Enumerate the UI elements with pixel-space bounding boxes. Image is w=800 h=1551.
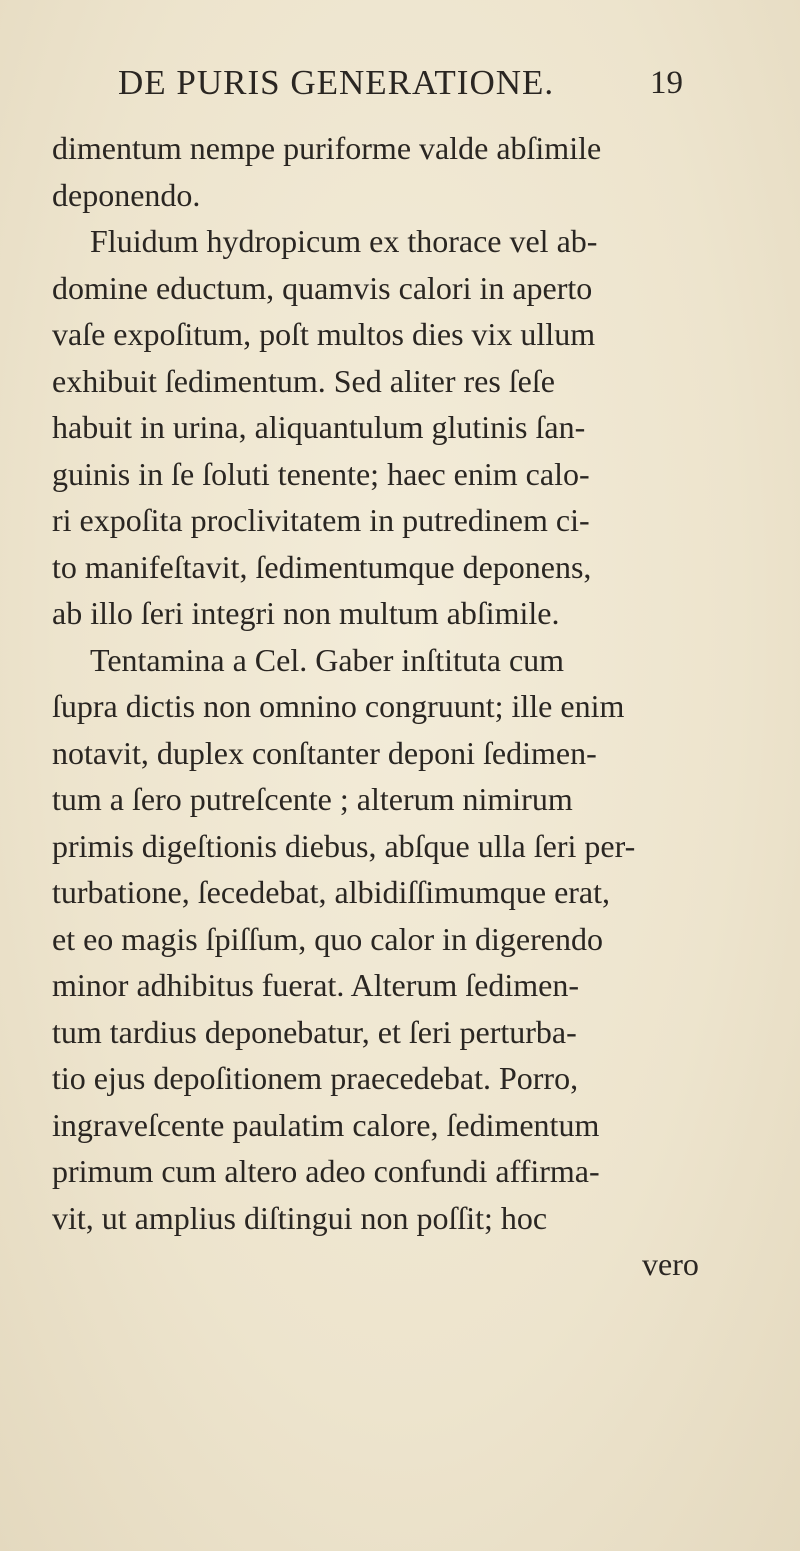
text-line: tum a ſero putreſcente ; alterum nimirum — [52, 781, 573, 817]
text-line: minor adhibitus fuerat. Alterum ſedimen- — [52, 967, 579, 1003]
text-line: Tentamina a Cel. Gaber inſtituta cum — [90, 641, 565, 678]
text-line: exhibuit ſedimentum. Sed aliter res ſeſe — [52, 362, 555, 399]
text-line: primum cum altero adeo confundi affirma- — [52, 1153, 600, 1189]
text-line: dimentum nempe puriforme valde abſimile — [52, 130, 602, 166]
text-line: habuit in urina, aliquantulum glutinis ſan- — [52, 409, 586, 445]
text-line: vaſe expoſitum, poſt multos dies vix ullum — [52, 316, 596, 352]
text-line: et eo magis ſpiſſum, quo calor in digerendo — [52, 920, 603, 957]
body-text — [52, 125, 712, 1288]
text-line: to manifeſtavit, ſedimentumque deponens, — [52, 548, 592, 585]
text-line: ſupra dictis non omnino congruunt; ille enim — [52, 688, 625, 724]
text-line: tum tardius deponebatur, et ſeri perturba- — [52, 1013, 577, 1050]
text-line: vit, ut amplius diſtingui non poſſit; hoc — [52, 1199, 548, 1236]
text-line: Fluidum hydropicum ex thorace vel ab- — [90, 223, 598, 259]
page-number: 19 — [650, 65, 683, 101]
text-line: notavit, duplex conſtanter deponi ſedimen- — [52, 734, 597, 771]
text-line: primis digeſtionis diebus, abſque ulla ſeri per- — [52, 827, 636, 864]
text-line: ingraveſcente paulatim calore, ſedimentum — [52, 1106, 600, 1143]
text-line: ri expoſita proclivitatem in putredinem ci- — [52, 502, 590, 538]
text-line: domine eductum, quamvis calori in aperto — [52, 269, 593, 306]
text-line: tio ejus depoſitionem praecedebat. Porro, — [52, 1060, 579, 1096]
text-line: ab illo ſeri integri non multum abſimile. — [52, 595, 560, 631]
page-header — [118, 58, 718, 108]
running-head: DE PURIS GENERATIONE. — [118, 63, 555, 102]
text-line: turbatione, ſecedebat, albidiſſimumque erat, — [52, 874, 611, 910]
catchword: vero — [642, 1246, 699, 1282]
text-line: guinis in ſe ſoluti tenente; haec enim calo- — [52, 455, 590, 492]
text-line: deponendo. — [52, 176, 201, 213]
